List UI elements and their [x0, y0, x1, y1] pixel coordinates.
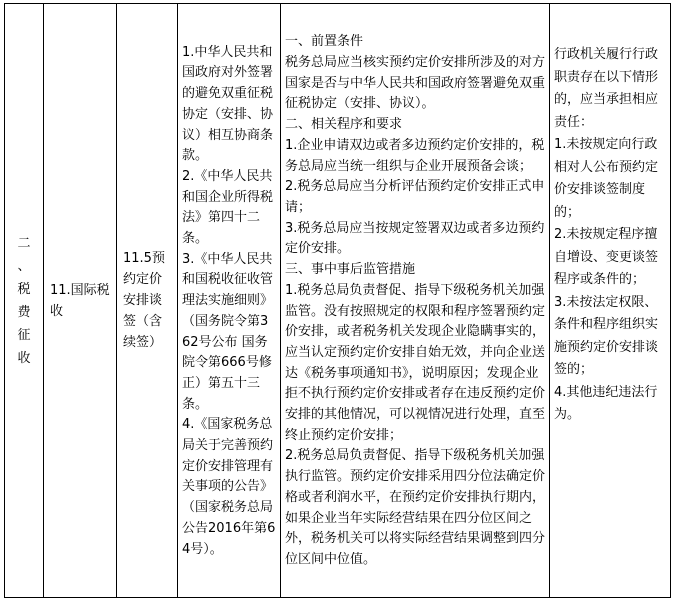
procedure-step-3: 3.税务总局应当按规定签署双边或者多边预约定价安排。 — [285, 220, 545, 257]
procedure-heading-1: 一、前置条件 — [285, 34, 364, 50]
legal-basis-4: 4.《国家税务总局关于完善预约定价安排管理有关事项的公告》（国家税务总局公告2016年第64号）。 — [182, 417, 276, 557]
tax-type-label: 11.国际税收 — [50, 282, 110, 319]
legal-basis-3: 3.《中华人民共和国税收征收管理法实施细则》（国务院令第362号公布 国务院令第666号修正）第五十三条。 — [182, 251, 274, 412]
tax-type-cell — [44, 4, 117, 598]
procedure-heading-3: 三、事中事后监管措施 — [285, 262, 416, 278]
item-name: 11.5预约定价安排谈签（含续签） — [123, 251, 165, 350]
legal-basis-2: 2.《中华人民共和国企业所得税法》第四十二条。 — [182, 168, 274, 247]
responsibility-intro: 行政机关履行行政职责存在以下情形的，应当承担相应责任： — [554, 47, 659, 130]
category-label: 二 、 税 费 征 收 — [17, 235, 31, 366]
procedure-step-2: 2.税务总局应当分析评估预约定价安排正式申请； — [285, 179, 545, 215]
procedure-text-1: 税务总局应当核实预约定价安排所涉及的对方国家是否与中华人民共和国政府签署避免双重征税协定（安排、协议）。 — [285, 55, 546, 112]
category-cell — [5, 4, 44, 598]
responsibility-4: 4.其他违纪违法行为。 — [554, 384, 658, 422]
responsibility-3: 3.未按法定权限、条件和程序组织实施预约定价安排谈签的； — [554, 294, 659, 377]
table-row — [5, 4, 671, 598]
procedure-step-1: 1.企业申请双边或者多边预约定价安排的，税务总局应当统一组织与企业开展预备会谈； — [285, 137, 545, 174]
procedure-measure-1: 1.税务总局负责督促、指导下级税务机关加强监管。没有按照规定的权限和程序签署预约定价安排，或者税务机关发现企业隐瞒事实的，应当认定预约定价安排自始无效，并向企业送达《税务事项通知书》，说明原因；发现企业拒不执行预约定价安排或者存在违反预约定价安排的其他情况，可以视情况进行处理，直至终止预约定价安排； — [285, 282, 546, 443]
tax-item-table — [4, 3, 671, 598]
legal-basis-cell — [178, 4, 281, 598]
responsibility-1: 1.未按规定向行政相对人公布预约定价安排谈签制度的； — [554, 137, 659, 220]
procedure-heading-2: 二、相关程序和要求 — [285, 117, 403, 133]
procedure-measure-2: 2.税务总局负责督促、指导下级税务机关加强执行监管。预约定价安排采用四分位法确定价格或者利润水平，在预约定价安排执行期内，如果企业当年实际经营结果在四分位区间之外，税务机关可以将实际经营结果调整到四分位区间中位值。 — [285, 448, 546, 567]
responsibility-cell — [550, 4, 671, 598]
legal-basis-1: 1.中华人民共和国政府对外签署的避免双重征税协定（安排、协议）相互协商条款。 — [182, 44, 274, 164]
responsibility-2: 2.未按规定程序擅自增设、变更谈签程序或条件的； — [554, 227, 659, 287]
item-cell — [117, 4, 178, 598]
procedure-cell — [281, 4, 550, 598]
